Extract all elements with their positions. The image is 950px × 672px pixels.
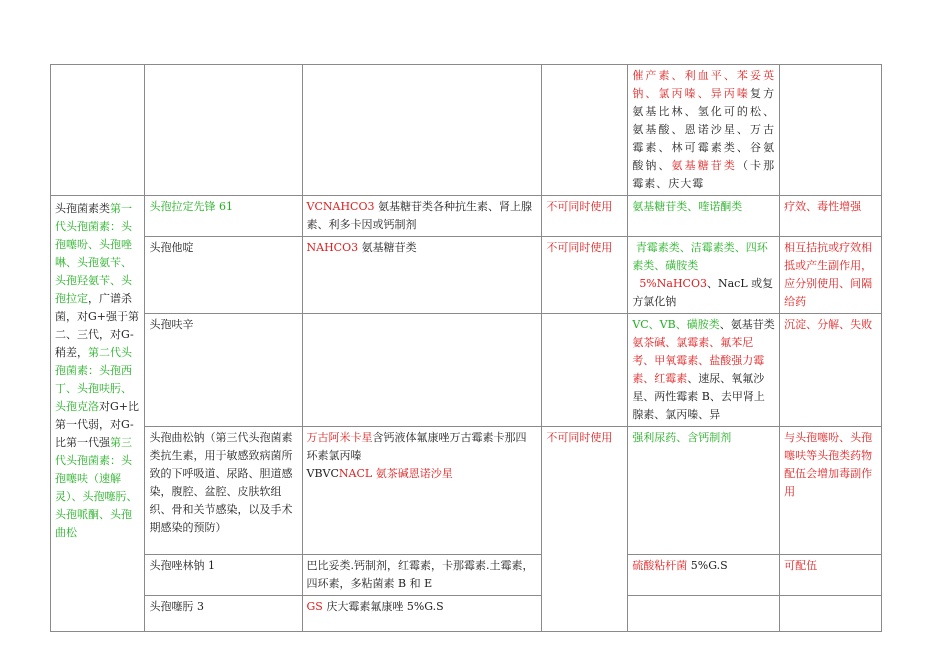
category-text: 对G+比第一代弱，对G-比第一代强 bbox=[55, 400, 140, 449]
drug-name: 头孢噻肟 3 bbox=[149, 600, 204, 613]
table-cell-text: 、氨基苷类 bbox=[719, 318, 775, 331]
table-row bbox=[51, 427, 882, 555]
table-row bbox=[51, 314, 882, 427]
table-cell-text: VBVC bbox=[306, 467, 339, 480]
table-cell-text: 氨基糖苷类 bbox=[671, 159, 737, 172]
table-cell-text: 强利尿药、含钙制剂 bbox=[632, 431, 732, 444]
table-cell-text: 复方氨基比林、氢化可的松、氨基酸、恩诺沙星、万古霉素、林可霉素类、谷氨酸钠、 bbox=[632, 87, 776, 172]
drug-compatibility-table bbox=[50, 64, 882, 632]
table-cell bbox=[628, 196, 780, 237]
table-cell-text: （卡那霉素、庆大霉 bbox=[632, 159, 776, 190]
table-cell bbox=[542, 427, 628, 632]
table-row bbox=[51, 65, 882, 196]
table-cell bbox=[51, 65, 145, 196]
drug-name: 头孢曲松钠（第三代头孢菌素类抗生素，用于敏感致病菌所致的下呼吸道、尿路、胆道感染，腹腔、盆腔、皮肤软组织、骨和关节感染，以及手术期感染的预防） bbox=[149, 431, 293, 534]
drug-name: 头孢唑林钠 1 bbox=[149, 559, 215, 572]
table-cell bbox=[542, 237, 628, 314]
category-text: ，广谱杀菌，对G+强于第二、三代，对G-稍差， bbox=[55, 292, 140, 359]
table-cell bbox=[302, 555, 542, 596]
table-cell-text: 疗效、毒性增强 bbox=[784, 200, 862, 213]
table-cell-text: 不可同时使用 bbox=[546, 200, 613, 213]
table-row bbox=[51, 596, 882, 632]
table-cell bbox=[302, 196, 542, 237]
table-cell-text: 氨茶碱、氯霉素、氟苯尼考、甲氧霉素、盐酸强力霉素、红霉素 bbox=[632, 336, 765, 385]
table-row bbox=[51, 237, 882, 314]
table-cell-text: 5%G.S bbox=[687, 559, 728, 572]
drug-name: 头孢他啶 bbox=[149, 241, 194, 254]
table-cell-text: VCNAHCO3 bbox=[306, 200, 375, 213]
table-cell bbox=[628, 555, 780, 596]
table-cell-text: 巴比妥类.钙制剂，红霉素，卡那霉素.土霉素，四环素，多粘菌素 B 和 E bbox=[306, 559, 534, 590]
table-cell bbox=[780, 596, 882, 632]
category-text: 第二代头孢菌素：头孢西丁、头孢呋肟、头孢克洛 bbox=[55, 346, 132, 413]
table-cell-text: 5%NaHCO3 bbox=[639, 277, 707, 290]
drug-name-cell bbox=[145, 596, 302, 632]
table-cell bbox=[628, 65, 780, 196]
table-cell-text: NAHCO3 bbox=[306, 241, 359, 254]
table-cell bbox=[780, 65, 882, 196]
category-text: 第一代头孢菌素：头孢噻吩、头孢唑啉、头孢氨苄、头孢羟氨苄、头孢拉定 bbox=[55, 202, 132, 305]
table-cell bbox=[302, 427, 542, 555]
table-cell bbox=[145, 65, 302, 196]
table-cell-text: 万古阿米卡星 bbox=[306, 431, 373, 444]
drug-name: 头孢拉定先锋 61 bbox=[149, 200, 233, 213]
table-cell-text: 庆大霉素氟康唑 5%G.S bbox=[322, 600, 444, 613]
table-row bbox=[51, 555, 882, 596]
table-cell-text: 相互拮抗或疗效相抵或产生副作用，应分别使用、间隔给药 bbox=[784, 241, 873, 308]
table-cell-text: VC、VB、磺胺类 bbox=[632, 318, 720, 331]
table-cell bbox=[628, 596, 780, 632]
table-cell-text: 与头孢噻吩、头孢噻呋等头孢类药物配伍会增加毒副作用 bbox=[784, 431, 873, 498]
table-cell bbox=[302, 65, 542, 196]
table-cell-text: 含钙液体氟康唑万古霉素卡那四环素氯丙嗪 bbox=[306, 431, 527, 462]
table-cell bbox=[628, 314, 780, 427]
table-cell-text: 不可同时使用 bbox=[546, 241, 613, 254]
table-cell-text: 、NacL 或复方氯化钠 bbox=[632, 277, 774, 308]
table-cell bbox=[780, 196, 882, 237]
table-cell-text: GS bbox=[306, 600, 323, 613]
table-cell bbox=[542, 314, 628, 427]
table-cell-text: 氨基糖苷类各种抗生素、肾上腺素、利多卡因或钙制剂 bbox=[306, 200, 532, 231]
table-cell-text: 硫酸粘杆菌 bbox=[632, 559, 688, 572]
category-cell bbox=[51, 196, 145, 632]
table-cell bbox=[542, 196, 628, 237]
category-text: 头孢菌素类 bbox=[55, 202, 110, 215]
drug-name-cell bbox=[145, 314, 302, 427]
table-cell bbox=[628, 427, 780, 555]
table-cell-text: 青霉素类、洁霉素类、四环素类、磺胺类 bbox=[632, 241, 768, 272]
drug-name-cell bbox=[145, 555, 302, 596]
table-cell bbox=[780, 237, 882, 314]
drug-name-cell bbox=[145, 427, 302, 555]
table-cell bbox=[302, 314, 542, 427]
drug-name: 头孢呋辛 bbox=[149, 318, 194, 331]
table-cell-text: 可配伍 bbox=[784, 559, 818, 572]
table-cell bbox=[628, 237, 780, 314]
table-cell-text: 氨基糖苷类、喹诺酮类 bbox=[632, 200, 743, 213]
table-cell bbox=[302, 237, 542, 314]
table-cell-text: 不可同时使用 bbox=[546, 431, 613, 444]
drug-name-cell bbox=[145, 237, 302, 314]
table-cell-text: 、速尿、氧氟沙星、两性霉素 B、去甲肾上腺素、氯丙嗪、异 bbox=[632, 372, 765, 421]
table-cell bbox=[780, 314, 882, 427]
category-text: 第三代头孢菌素：头孢噻呋（速解灵）、头孢噻肟、头孢哌酮、头孢曲松 bbox=[55, 436, 138, 539]
table-cell bbox=[542, 65, 628, 196]
table-cell bbox=[780, 427, 882, 555]
table-row bbox=[51, 196, 882, 237]
table-cell bbox=[780, 555, 882, 596]
table-cell bbox=[302, 596, 542, 632]
table-cell-text: NACL 氨茶碱恩诺沙星 bbox=[338, 467, 453, 480]
table-cell-text: 沉淀、分解、失败 bbox=[784, 318, 873, 331]
drug-name-cell bbox=[145, 196, 302, 237]
table-cell-text: 催产素、利血平、苯妥英钠、氯丙嗪、异丙嗪 bbox=[632, 69, 776, 100]
table-cell-text: 氨基糖苷类 bbox=[358, 241, 417, 254]
